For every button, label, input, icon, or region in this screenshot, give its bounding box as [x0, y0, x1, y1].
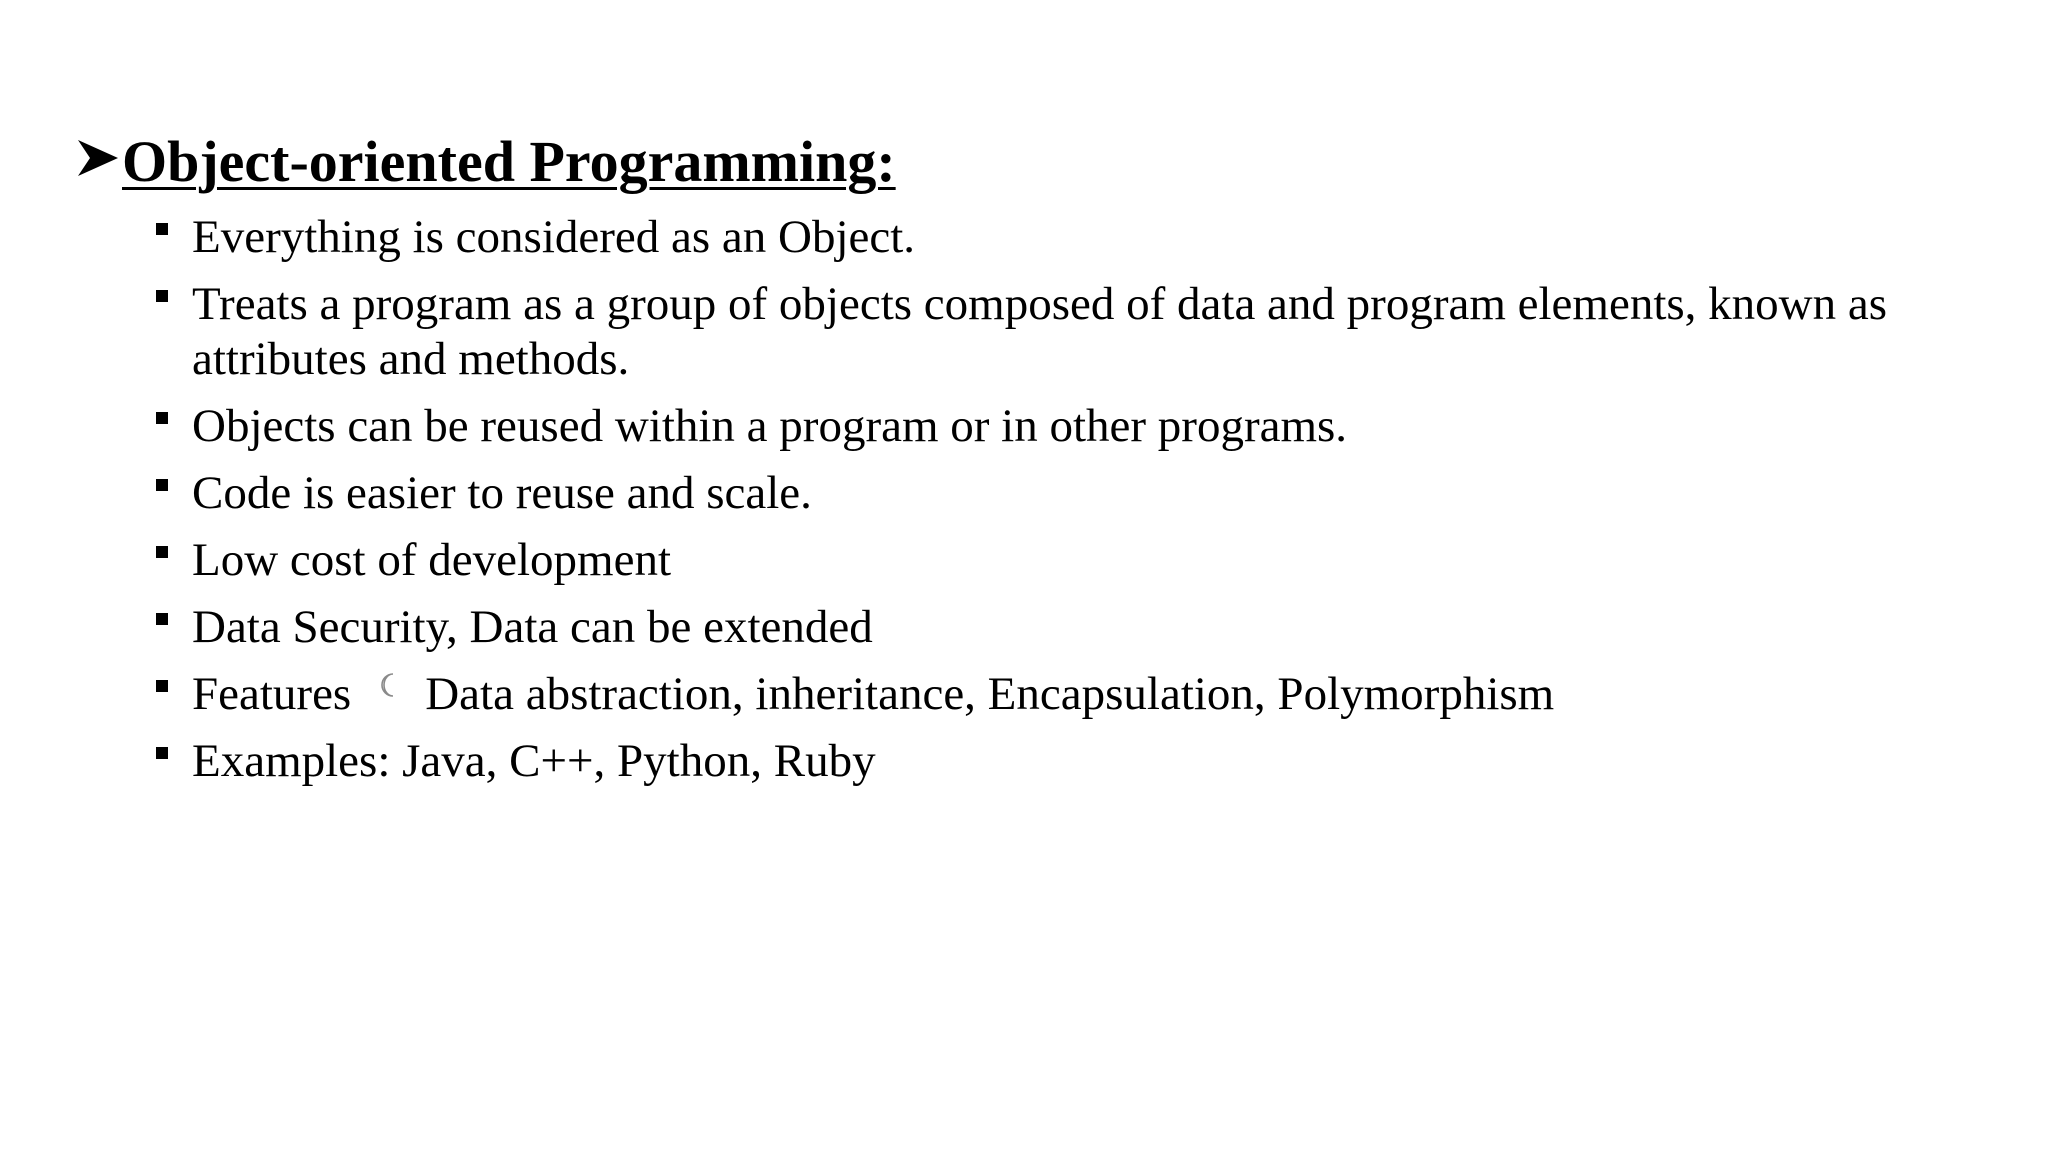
square-bullet-icon — [156, 613, 168, 625]
list-item-text: Treats a program as a group of objects composed of data and program elements, known as attributes and methods. — [192, 278, 1888, 385]
square-bullet-icon — [156, 412, 168, 424]
list-item-examples — [156, 734, 1956, 789]
list-item-features — [156, 667, 1956, 722]
square-bullet-icon — [156, 546, 168, 558]
list-item — [156, 399, 1956, 454]
square-bullet-icon — [156, 290, 168, 302]
square-bullet-icon — [156, 747, 168, 759]
list-item-text: Code is easier to reuse and scale. — [192, 467, 812, 519]
list-item-text: Data Security, Data can be extended — [192, 601, 873, 653]
square-bullet-icon — [156, 680, 168, 692]
square-bullet-icon — [156, 479, 168, 491]
list-item — [156, 277, 1956, 387]
list-item — [156, 600, 1956, 655]
features-text: Data abstraction, inheritance, Encapsulation, Polymorphism — [425, 668, 1555, 720]
crescent-moon-icon — [375, 671, 403, 699]
list-item-text: Objects can be reused within a program or in other programs. — [192, 400, 1348, 452]
square-bullet-icon — [156, 223, 168, 235]
heading-row — [76, 130, 896, 194]
list-item-text: Everything is considered as an Object. — [192, 211, 916, 263]
list-item-text: Examples: Java, C++, Python, Ruby — [192, 735, 876, 787]
list-item-text: Low cost of development — [192, 534, 672, 586]
list-item — [156, 466, 1956, 521]
list-item — [156, 210, 1956, 265]
features-label: Features — [192, 668, 352, 720]
arrowhead-bullet-icon — [76, 136, 120, 180]
list-item — [156, 533, 1956, 588]
section-heading: Object-oriented Programming: — [122, 129, 896, 194]
bullet-list — [156, 210, 1956, 801]
